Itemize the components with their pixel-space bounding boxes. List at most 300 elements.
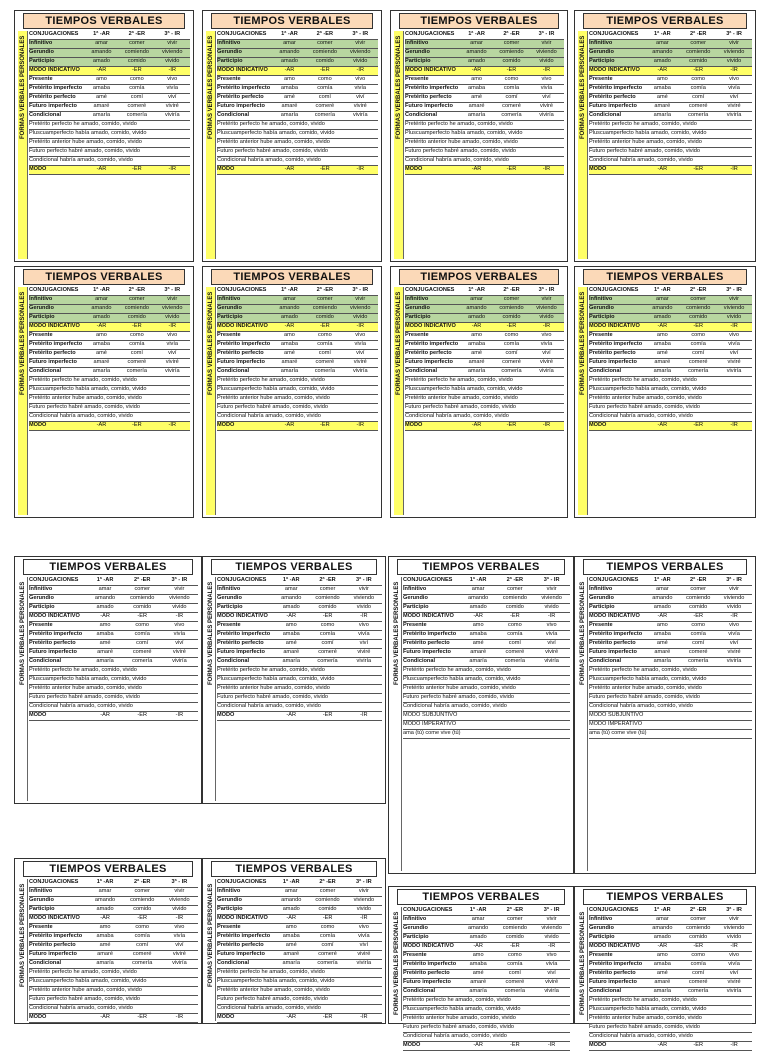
cell-c1: Presente: [29, 924, 53, 930]
cell-c1: Condicional: [405, 112, 438, 118]
nonpersonal-block: [217, 40, 378, 67]
cell-c3: comí: [318, 350, 331, 356]
cell-c4: -IR: [542, 166, 551, 172]
cell-c4: viviré: [357, 951, 371, 957]
cell-c3: comería: [688, 368, 709, 374]
cell-c1: Futuro imperfecto: [29, 359, 77, 365]
cell-c1: Gerundio: [29, 305, 54, 311]
cell-c1: Pretérito perfecto: [589, 640, 636, 646]
cell-c1: Participio: [403, 934, 429, 940]
cell-c1: Condicional: [217, 658, 250, 664]
indicative-row: [29, 951, 198, 960]
compound-row: Pluscuamperfecto había amado, comido, vivido: [29, 386, 190, 395]
cell-c4: vivir: [729, 586, 740, 592]
header-row: [403, 907, 570, 916]
cell-c1: CONJUGACIONES: [29, 577, 79, 583]
cell-c1: Presente: [29, 76, 53, 82]
cell-c4: viviré: [353, 103, 367, 109]
indicative-row: [29, 103, 190, 112]
compound-row: Condicional habría amado, comido, vivido: [589, 413, 752, 422]
cell-c4: viví: [356, 350, 365, 356]
cell-c1: Condicional: [29, 658, 62, 664]
verb-table: [29, 879, 198, 1023]
cell-c1: Condicional: [217, 368, 250, 374]
cell-c3: comer: [507, 916, 523, 922]
cell-c2: amaría: [469, 658, 487, 664]
header-row: [29, 879, 198, 888]
mood-row: [29, 613, 198, 622]
cell-c1: Presente: [405, 332, 429, 338]
cell-c4: viviré: [172, 649, 186, 655]
cell-c1: Futuro imperfecto: [217, 103, 265, 109]
cell-c3: comer: [690, 916, 706, 922]
compound-row: Condicional habría amado, comido, vivido: [403, 1033, 570, 1042]
cell-c3: comeré: [505, 979, 525, 985]
cell-c2: amo: [656, 332, 668, 338]
cell-c1: Gerundio: [589, 49, 614, 55]
compound-row: Pluscuamperfecto había amado, comido, vivido: [589, 130, 752, 139]
cell-c4: viviría: [726, 658, 742, 664]
nonpersonal-row: [403, 925, 570, 934]
cell-c2: -AR: [471, 67, 482, 73]
cell-c4: viviendo: [723, 925, 745, 931]
cell-c3: comía: [507, 961, 523, 967]
compound-row: Condicional habría amado, comido, vivido: [589, 703, 752, 712]
cell-c2: amando: [468, 925, 489, 931]
cell-c4: vivía: [166, 85, 179, 91]
cell-c1: Participio: [589, 314, 615, 320]
cell-c3: comiendo: [502, 595, 527, 601]
cell-c1: Presente: [29, 622, 53, 628]
cell-c1: Pretérito imperfecto: [589, 961, 643, 967]
card-6: [202, 266, 382, 518]
cell-c4: viviré: [727, 979, 741, 985]
cell-c1: Participio: [217, 58, 243, 64]
cell-c3: -ER: [506, 323, 517, 329]
cell-c4: vivido: [726, 934, 742, 940]
indicative-row: [29, 85, 190, 94]
indicative-row: [405, 332, 564, 341]
cell-c2: 1ª -AR: [93, 31, 110, 37]
cell-c3: -ER: [506, 67, 517, 73]
footer-row: [589, 422, 752, 431]
cell-c1: Gerundio: [403, 925, 428, 931]
compound-row: Pretérito perfecto he amado, comido, vivido: [29, 121, 190, 130]
cell-c3: -ER: [693, 1042, 704, 1048]
cell-c4: viviendo: [162, 49, 183, 55]
cell-c2: amando: [281, 897, 302, 903]
side-band: FORMAS VERBALES PERSONALES: [18, 287, 28, 515]
cell-c2: amé: [283, 350, 295, 356]
compound-row: Futuro perfecto habré amado, comido, vivido: [589, 1024, 752, 1033]
cell-c3: como: [320, 622, 335, 628]
cell-c4: viviendo: [723, 595, 745, 601]
footer-row: [405, 422, 564, 431]
cell-c4: -IR: [730, 166, 738, 172]
cell-c2: amando: [91, 305, 112, 311]
cell-c2: amé: [99, 640, 111, 646]
cell-c4: vivir: [541, 40, 552, 46]
cell-c1: Condicional: [403, 658, 436, 664]
cell-c4: viviría: [352, 112, 368, 118]
cell-c2: amado: [653, 604, 671, 610]
cell-c4: viviré: [165, 359, 179, 365]
cell-c2: amaré: [283, 649, 300, 655]
cell-c2: amaba: [467, 341, 486, 347]
indicative-row: [589, 103, 752, 112]
header-row: [405, 31, 564, 40]
nonpersonal-row: [29, 305, 190, 314]
cell-c2: -AR: [100, 915, 110, 921]
nonpersonal-row: [589, 296, 752, 305]
cell-c3: comido: [689, 58, 708, 64]
cell-c3: comí: [692, 640, 705, 646]
cell-c2: amar: [95, 296, 108, 302]
cell-c4: vivido: [353, 314, 368, 320]
cell-c1: MODO: [29, 712, 47, 718]
compound-row: Condicional habría amado, comido, vivido: [405, 157, 564, 166]
cell-c2: amo: [471, 332, 482, 338]
cell-c2: amo: [471, 76, 482, 82]
cell-c1: MODO: [29, 422, 47, 428]
cell-c3: comeré: [132, 951, 152, 957]
cell-c1: Pretérito imperfecto: [405, 341, 459, 347]
cell-c3: comer: [690, 296, 706, 302]
cell-c2: -AR: [284, 166, 295, 172]
nonpersonal-block: [403, 916, 570, 943]
cell-c4: vivido: [356, 604, 371, 610]
cell-c2: amaba: [467, 85, 486, 91]
compound-row: Pluscuamperfecto había amado, comido, vivido: [217, 978, 382, 987]
cell-c1: MODO: [217, 422, 235, 428]
cell-c2: amar: [284, 586, 298, 592]
cell-c3: comía: [503, 341, 520, 347]
cell-c1: Infinitivo: [589, 586, 613, 592]
cell-c1: Pretérito imperfecto: [29, 341, 83, 347]
cell-c1: Futuro imperfecto: [403, 979, 451, 985]
cell-c2: amaré: [654, 649, 671, 655]
mood-row: [217, 613, 382, 622]
cell-c3: como: [135, 622, 150, 628]
cell-c3: comido: [127, 314, 146, 320]
cell-c4: viví: [729, 350, 739, 356]
cell-c4: vivo: [167, 332, 178, 338]
card-9: [14, 556, 202, 804]
cell-c4: vivo: [358, 924, 369, 930]
compound-row: Futuro perfecto habré amado, comido, vivido: [405, 404, 564, 413]
verb-table: [403, 577, 570, 739]
cell-c2: amaría: [469, 988, 487, 994]
cell-c2: -AR: [286, 1014, 297, 1020]
mood-row: [29, 67, 190, 76]
cell-c1: Infinitivo: [29, 40, 53, 46]
cell-c2: amado: [280, 58, 298, 64]
cell-c2: amaría: [653, 988, 672, 994]
compound-row: Pretérito anterior hube amado, comido, vivido: [405, 139, 564, 148]
compound-row: Condicional habría amado, comido, vivido: [217, 1005, 382, 1014]
cell-c2: -AR: [96, 323, 107, 329]
compound-row: Condicional habría amado, comido, vivido: [29, 413, 190, 422]
cell-c3: como: [318, 332, 332, 338]
cell-c4: vivir: [355, 296, 366, 302]
cell-c3: comía: [317, 341, 333, 347]
nonpersonal-row: [29, 604, 198, 613]
nonpersonal-row: [589, 305, 752, 314]
cell-c4: -IR: [175, 712, 184, 718]
header-row: [403, 577, 570, 586]
cell-c4: 3ª - IR: [726, 31, 742, 37]
footer-row: [217, 712, 382, 721]
cell-c4: viviría: [356, 658, 372, 664]
cell-c1: Gerundio: [29, 897, 54, 903]
verb-table: [217, 287, 378, 431]
cell-c2: amo: [283, 76, 295, 82]
side-band: FORMAS VERBALES PERSONALES: [18, 879, 28, 1021]
cell-c1: Presente: [217, 924, 241, 930]
cell-c1: Pretérito imperfecto: [217, 631, 271, 637]
cell-c3: comía: [319, 631, 336, 637]
cell-c2: amar: [655, 40, 669, 46]
cell-c2: amaré: [97, 951, 113, 957]
cell-c4: viví: [175, 640, 184, 646]
cell-c1: Gerundio: [405, 305, 430, 311]
side-band: FORMAS VERBALES PERSONALES: [392, 907, 402, 1021]
cell-c4: vivido: [544, 934, 559, 940]
cell-c3: comería: [126, 112, 147, 118]
cell-c1: MODO INDICATIVO: [217, 915, 268, 921]
cell-c1: MODO INDICATIVO: [589, 613, 640, 619]
cell-c3: -ER: [322, 1014, 333, 1020]
cell-c1: Futuro imperfecto: [405, 359, 453, 365]
cell-c4: viviría: [726, 988, 742, 994]
cell-c2: 1ª -AR: [468, 31, 485, 37]
cell-c4: viví: [729, 640, 739, 646]
cell-c3: comiendo: [686, 305, 711, 311]
cell-c2: amo: [472, 622, 484, 628]
indicative-row: [217, 649, 382, 658]
cell-c1: Gerundio: [217, 49, 242, 55]
cell-c2: amaré: [654, 359, 671, 365]
indicative-row: [405, 112, 564, 121]
cell-c2: amaba: [653, 341, 671, 347]
cell-c1: Presente: [217, 332, 241, 338]
cell-c2: amaría: [653, 112, 672, 118]
cell-c3: comería: [132, 960, 153, 966]
cell-c1: Infinitivo: [217, 586, 241, 592]
cell-c2: amé: [99, 942, 111, 948]
cell-c3: 2ª -ER: [503, 31, 520, 37]
cell-c2: amaré: [470, 979, 487, 985]
compound-row: Pretérito anterior hube amado, comido, vivido: [29, 987, 198, 996]
card-title: TIEMPOS VERBALES: [211, 861, 377, 877]
cell-c4: vivir: [355, 40, 366, 46]
cell-c3: -ER: [693, 67, 704, 73]
nonpersonal-block: [405, 296, 564, 323]
indicative-row: [589, 341, 752, 350]
cell-c1: Condicional: [29, 112, 62, 118]
cell-c1: CONJUGACIONES: [403, 907, 453, 913]
cell-c1: Infinitivo: [589, 296, 613, 302]
footer-row: [29, 166, 190, 175]
cell-c1: CONJUGACIONES: [29, 879, 79, 885]
indicative-row: [589, 112, 752, 121]
cell-c4: -IR: [730, 613, 738, 619]
cell-c1: MODO INDICATIVO: [403, 943, 454, 949]
cell-c4: vivo: [358, 622, 369, 628]
indicative-row: [217, 942, 382, 951]
cell-c1: Participio: [217, 604, 243, 610]
cell-c4: vivir: [546, 916, 557, 922]
cell-c1: CONJUGACIONES: [405, 287, 455, 293]
card-title: TIEMPOS VERBALES: [399, 13, 559, 29]
cell-c4: viviendo: [536, 49, 557, 55]
verb-table: [589, 577, 752, 739]
cell-c3: comido: [133, 604, 152, 610]
verb-table: [29, 31, 190, 175]
cell-c3: -ER: [510, 1042, 520, 1048]
compound-row: Pretérito perfecto he amado, comido, vivido: [29, 969, 198, 978]
indicative-row: [403, 658, 570, 667]
compound-row: Condicional habría amado, comido, vivido: [589, 1033, 752, 1042]
cell-c4: -IR: [542, 323, 551, 329]
cell-c2: amé: [656, 94, 668, 100]
indicative-row: [589, 631, 752, 640]
header-row: [29, 577, 198, 586]
cell-c1: CONJUGACIONES: [217, 287, 267, 293]
indicative-row: [403, 979, 570, 988]
cell-c3: comía: [134, 933, 150, 939]
cell-c3: 2ª -ER: [690, 577, 707, 583]
cell-c2: amaba: [469, 631, 487, 637]
indicative-row: [405, 103, 564, 112]
cell-c3: comeré: [318, 951, 337, 957]
cell-c1: CONJUGACIONES: [217, 31, 267, 37]
cell-c1: Condicional: [403, 988, 436, 994]
compound-row: Pretérito anterior hube amado, comido, vivido: [217, 685, 382, 694]
cell-c1: Futuro imperfecto: [217, 649, 265, 655]
cell-c2: amaba: [653, 961, 671, 967]
compound-row: Pretérito anterior hube amado, comido, vivido: [405, 395, 564, 404]
cell-c4: vivir: [729, 916, 740, 922]
cell-c1: Gerundio: [403, 595, 428, 601]
imperative-label: MODO IMPERATIVO: [589, 721, 752, 730]
footer-row: [589, 166, 752, 175]
cell-c4: vivo: [174, 622, 185, 628]
cell-c4: viviré: [545, 979, 559, 985]
header-row: [589, 287, 752, 296]
indicative-row: [29, 76, 190, 85]
cell-c2: amo: [285, 622, 297, 628]
nonpersonal-row: [217, 296, 378, 305]
cell-c4: viviría: [356, 960, 372, 966]
cell-c4: viví: [175, 942, 184, 948]
cell-c4: viviría: [544, 658, 559, 664]
cell-c2: amaba: [96, 631, 114, 637]
indicative-row: [29, 332, 190, 341]
cell-c1: Infinitivo: [589, 40, 613, 46]
compound-row: Futuro perfecto habré amado, comido, vivido: [217, 404, 378, 413]
cell-c4: -IR: [175, 915, 184, 921]
cell-c4: vivo: [541, 332, 552, 338]
compound-row: Condicional habría amado, comido, vivido: [29, 157, 190, 166]
cell-c2: amo: [95, 332, 107, 338]
footer-row: [405, 166, 564, 175]
indicative-row: [29, 649, 198, 658]
header-row: [589, 577, 752, 586]
cell-c4: vivía: [354, 341, 367, 347]
card-10: [202, 556, 386, 804]
cell-c3: comería: [501, 368, 522, 374]
indicative-row: [29, 341, 190, 350]
cell-c4: viviré: [727, 359, 741, 365]
cell-c3: comeré: [315, 103, 335, 109]
cell-c1: CONJUGACIONES: [589, 907, 639, 913]
cell-c2: -AR: [657, 1042, 668, 1048]
subjunctive-label: MODO SUBJUNTIVO: [403, 712, 570, 721]
cell-c3: comí: [692, 970, 705, 976]
cell-c2: -AR: [284, 422, 295, 428]
cell-c1: Presente: [589, 622, 613, 628]
cell-c2: amar: [470, 296, 483, 302]
header-row: [589, 31, 752, 40]
cell-c4: 3ª - IR: [352, 287, 369, 293]
cell-c4: vivido: [539, 58, 554, 64]
cell-c4: vivir: [174, 586, 185, 592]
indicative-row: [217, 85, 378, 94]
cell-c2: amé: [285, 640, 297, 646]
card-title: TIEMPOS VERBALES: [23, 861, 193, 877]
cell-c2: amaré: [93, 103, 110, 109]
cell-c3: comido: [505, 934, 524, 940]
cell-c3: comiendo: [124, 49, 149, 55]
cell-c3: comiendo: [312, 49, 337, 55]
header-row: [405, 287, 564, 296]
cell-c3: comiendo: [502, 925, 527, 931]
cell-c3: comí: [505, 350, 518, 356]
nonpersonal-block: [217, 888, 382, 915]
cell-c2: -AR: [657, 422, 668, 428]
compound-row: Pluscuamperfecto había amado, comido, vivido: [29, 676, 198, 685]
cell-c2: -AR: [286, 613, 297, 619]
mood-row: [403, 943, 570, 952]
cell-c2: 1ª -AR: [96, 879, 114, 885]
cell-c3: 2ª -ER: [319, 577, 336, 583]
compound-row: Pretérito perfecto he amado, comido, vivido: [29, 377, 190, 386]
indicative-row: [29, 112, 190, 121]
cell-c3: 2ª -ER: [128, 287, 146, 293]
cell-c3: 2ª -ER: [503, 287, 520, 293]
cell-c1: Pretérito imperfecto: [217, 933, 271, 939]
cell-c4: viví: [542, 350, 551, 356]
indicative-row: [589, 649, 752, 658]
cell-c4: vivía: [545, 631, 558, 637]
cell-c2: amar: [95, 40, 108, 46]
cell-c2: -AR: [100, 1014, 110, 1020]
cell-c3: comeré: [688, 103, 708, 109]
cell-c2: amado: [467, 58, 486, 64]
cell-c1: Infinitivo: [405, 296, 429, 302]
compound-row: Pluscuamperfecto había amado, comido, vivido: [403, 1006, 570, 1015]
cell-c4: -IR: [547, 1042, 556, 1048]
indicative-row: [589, 332, 752, 341]
cell-c1: MODO: [29, 166, 47, 172]
compound-row: Condicional habría amado, comido, vivido: [405, 413, 564, 422]
cell-c3: comería: [317, 960, 338, 966]
cell-c2: -AR: [286, 712, 297, 718]
cell-c2: -AR: [473, 943, 483, 949]
cell-c2: amando: [91, 49, 112, 55]
cell-c1: MODO INDICATIVO: [403, 613, 454, 619]
